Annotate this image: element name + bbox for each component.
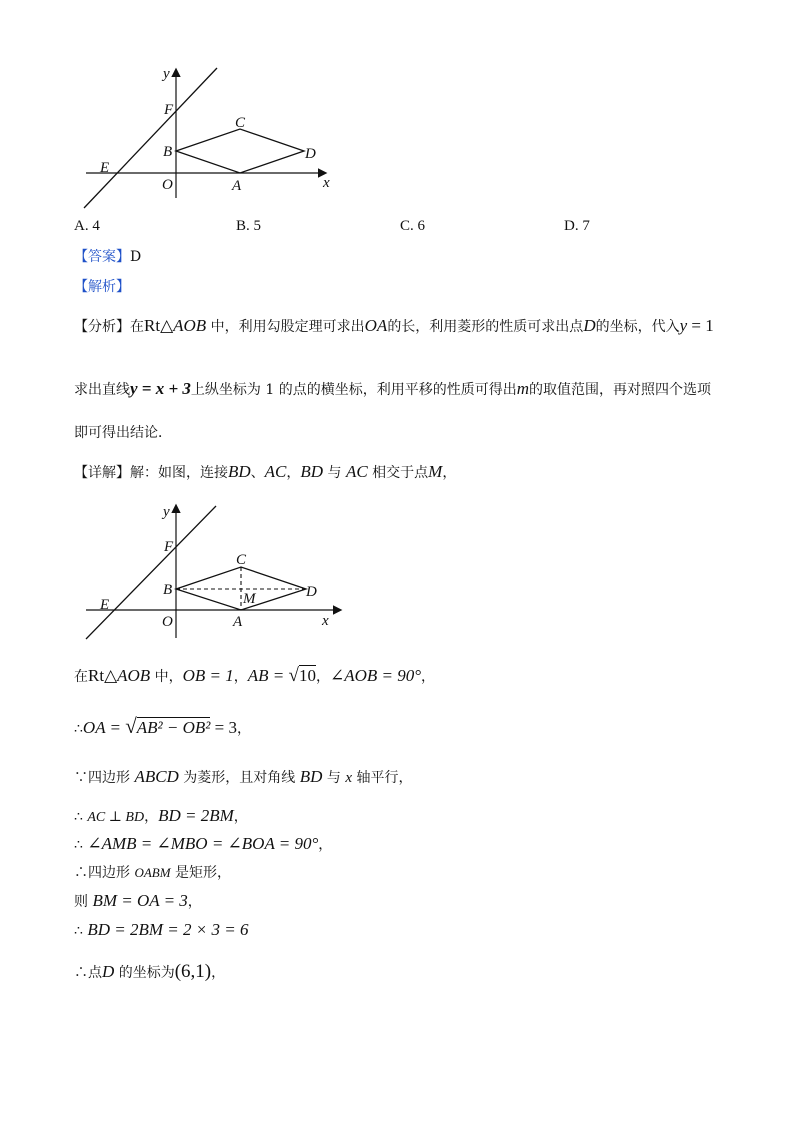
option-c-value: 6: [417, 218, 426, 234]
step-9-c: 的坐标为: [114, 965, 175, 981]
step-1-a: 在: [74, 669, 88, 685]
step-3: [74, 767, 412, 788]
step-4: [74, 806, 248, 828]
label-c: C: [236, 552, 247, 568]
option-c-label: C.: [400, 218, 414, 234]
step-5-angles: ∠AMB = ∠MBO = ∠BOA = 90°: [87, 834, 319, 853]
step-7-c: ，: [187, 894, 202, 910]
analysis-tag: 【解析】: [74, 279, 130, 295]
step-1-sqrt-arg: 10: [298, 666, 316, 685]
fenxi-oa: OA: [364, 316, 388, 335]
fenxi-line-1: [74, 316, 714, 337]
figure-2: [80, 500, 350, 650]
answer-value: D: [130, 249, 142, 265]
option-d-label: D.: [564, 218, 579, 234]
step-1-ab: AB =: [247, 666, 289, 685]
xiangjie-bd: BD: [228, 462, 251, 481]
fenxi-l2-eq: y = x + 3: [130, 379, 191, 398]
step-1-rt: Rt: [88, 666, 105, 685]
label-b: B: [163, 144, 173, 160]
label-d: D: [306, 584, 317, 600]
step-2: [74, 716, 251, 739]
fenxi-t1: 在: [130, 319, 144, 335]
step-2-a: ∴: [74, 721, 83, 737]
option-a-value: 4: [92, 218, 100, 234]
option-c: [400, 218, 425, 235]
fenxi-y: y: [679, 316, 688, 335]
step-3-a: ∵四边形: [74, 770, 135, 786]
option-b-value: 5: [253, 218, 262, 234]
step-1: [74, 666, 435, 687]
step-4-c: ，: [144, 809, 159, 825]
xiangjie-yu: 与: [323, 465, 346, 481]
option-b: [236, 218, 261, 235]
step-1-i: ，: [421, 669, 436, 685]
rhombus-abcd: [176, 129, 304, 173]
label-y: y: [163, 66, 170, 82]
label-x: x: [323, 175, 330, 191]
figure-1: [80, 60, 350, 210]
fenxi-l2-c: 的取值范围，再对照四个选项: [529, 382, 712, 398]
fenxi-l2-a: 求出直线: [74, 382, 130, 398]
label-f: F: [164, 102, 174, 118]
xiangjie-line: [74, 462, 456, 483]
step-1-b: 中，: [150, 669, 183, 685]
step-5-a: ∴: [74, 837, 88, 853]
xiangjie-comma: ，: [286, 465, 301, 481]
fenxi-tag: 【分析】: [74, 319, 130, 335]
step-3-g: 轴平行，: [352, 770, 413, 786]
label-d: D: [305, 146, 316, 162]
xiangjie-ac2: AC: [345, 462, 368, 481]
step-1-ob: OB = 1: [182, 666, 234, 685]
step-3-e: 与: [322, 770, 346, 786]
step-2-e: ，: [236, 721, 251, 737]
step-4-perp: AC ⊥ BD: [87, 810, 145, 825]
step-3-abcd: ABCD: [134, 767, 179, 786]
xiangjie-sep: 、: [250, 465, 265, 481]
label-a: A: [232, 178, 242, 194]
fenxi-rt: Rt: [144, 316, 161, 335]
option-a-label: A.: [74, 218, 89, 234]
label-o: O: [162, 177, 173, 193]
label-f: F: [164, 539, 174, 555]
label-y: y: [163, 504, 170, 520]
fenxi-line-3: 即可得出结论．: [74, 425, 172, 441]
xiangjie-end: ，: [442, 465, 457, 481]
fenxi-line-2: [74, 379, 711, 400]
step-2-eq: = 3: [210, 718, 237, 737]
xiangjie-m: M: [428, 462, 443, 481]
step-7-a: 则: [74, 894, 93, 910]
step-8: [74, 920, 248, 941]
step-9-a: ∴点: [74, 965, 102, 981]
step-9: [74, 962, 225, 983]
step-1-g: ，: [315, 669, 330, 685]
fenxi-d: D: [583, 316, 596, 335]
step-1-d: ，: [233, 669, 248, 685]
answer-line: [74, 247, 141, 267]
step-7-bm: BM = OA = 3: [92, 891, 188, 910]
option-b-label: B.: [236, 218, 250, 234]
step-1-sqrt: √: [288, 665, 299, 686]
step-6-c: 是矩形，: [170, 865, 232, 881]
step-1-tri: △AOB: [104, 666, 151, 685]
option-d-value: 7: [582, 218, 590, 234]
label-a: A: [233, 614, 243, 630]
label-e: E: [100, 160, 110, 176]
line-ef: [86, 506, 216, 639]
xiangjie-t1: 解：如图，连接: [130, 465, 228, 481]
xiangjie-ac: AC: [264, 462, 287, 481]
step-9-e: ，: [211, 965, 226, 981]
line-ef: [84, 68, 217, 208]
step-2-sqrt: √: [125, 714, 137, 738]
step-8-a: ∴: [74, 923, 88, 939]
step-9-coord: (6,1): [174, 961, 212, 982]
label-b: B: [163, 582, 173, 598]
step-1-angle: ∠AOB = 90°: [329, 666, 422, 685]
step-3-bd: BD: [299, 767, 323, 786]
step-4-bd: BD = 2BM: [158, 806, 234, 825]
step-5: [74, 834, 332, 855]
step-4-a: ∴: [74, 809, 88, 825]
step-2-oa: OA =: [82, 718, 126, 737]
xiangjie-t2: 相交于点: [367, 465, 429, 481]
label-o: O: [162, 614, 173, 630]
fenxi-tri: △AOB: [160, 316, 207, 335]
fenxi-l2-b: 上纵坐标为 1 的点的横坐标，利用平移的性质可得出: [190, 382, 517, 398]
step-8-bd: BD = 2BM = 2 × 3 = 6: [87, 920, 249, 939]
option-d: [564, 218, 590, 235]
step-4-e: ，: [233, 809, 248, 825]
step-9-d: D: [102, 962, 115, 981]
step-3-x: x: [345, 770, 352, 786]
fenxi-t4: 的坐标，代入: [595, 319, 680, 335]
step-7: [74, 891, 202, 912]
option-a: [74, 218, 100, 235]
step-5-c: ，: [318, 837, 333, 853]
label-x: x: [322, 613, 329, 629]
label-e: E: [100, 597, 110, 613]
step-6-oabm: OABM: [134, 865, 171, 880]
step-6-a: ∴四边形: [74, 865, 135, 881]
step-2-radicand: AB² − OB²: [136, 718, 211, 737]
step-6: [74, 863, 231, 883]
step-3-c: 为菱形，且对角线: [178, 770, 300, 786]
answer-tag: 【答案】: [74, 249, 130, 265]
label-m: M: [243, 591, 256, 607]
fenxi-t3: 的长，利用菱形的性质可求出点: [387, 319, 584, 335]
fenxi-l2-m: m: [516, 379, 530, 398]
fenxi-y-eq: = 1: [687, 316, 714, 335]
xiangjie-bd2: BD: [300, 462, 324, 481]
label-c: C: [235, 115, 246, 131]
xiangjie-tag: 【详解】: [74, 465, 130, 481]
fenxi-t2: 中，利用勾股定理可求出: [206, 319, 365, 335]
